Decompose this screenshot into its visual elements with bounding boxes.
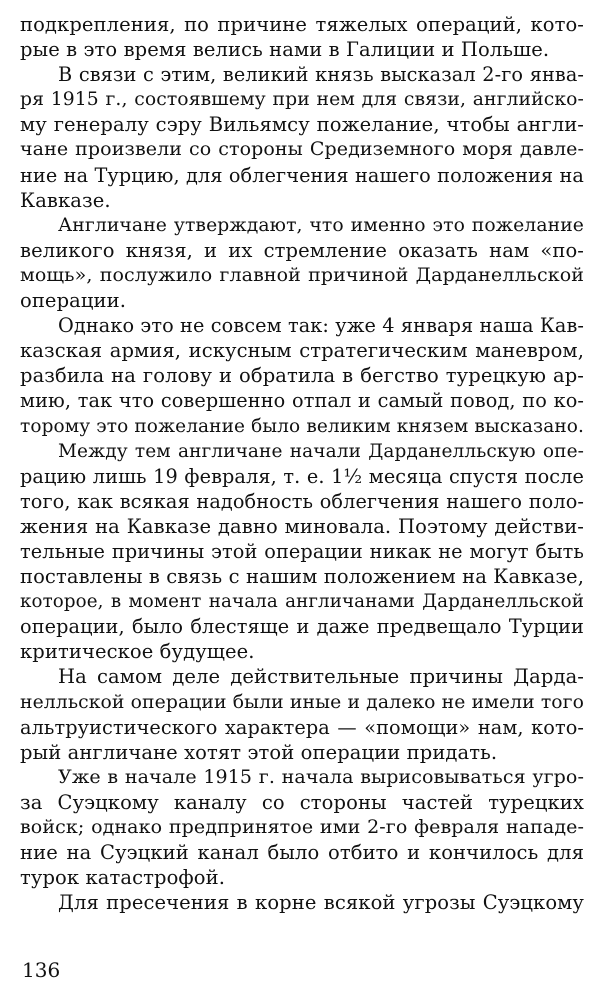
text-line: В связи с этим, великий князь высказал 2-го янва- [58, 63, 584, 87]
text-line: великого князя, и их стремление оказать нам «по- [20, 238, 584, 262]
text-line: рый англичане хотят этой операции придать. [20, 740, 498, 764]
text-line: Англичане утверждают, что именно это пожелание [58, 214, 584, 236]
text-line: тельные причины этой операции никак не могут быть [20, 539, 584, 563]
text-line: ря 1915 г., состоявшему при нем для связи, английско- [20, 89, 584, 111]
text-line: Для пресечения в корне всякой угрозы Суэцкому [58, 891, 584, 915]
text-line: операции, было блестяще и даже предвещало Турции [20, 615, 584, 639]
text-line: того, как всякая надобность облегчения нашего поло- [20, 489, 584, 513]
text-line: которое, в момент начала англичанами Дарданелльской [20, 591, 584, 613]
text-line: На самом деле действительные причины Дарда- [58, 665, 584, 689]
text-line: рые в это время велись нами в Галиции и Польше. [20, 38, 550, 62]
text-line: Однако это не совсем так: уже 4 января наша Кав- [58, 314, 584, 338]
text-line: разбила на голову и обратила в бегство турецкую ар- [20, 364, 584, 388]
text-line: поставлены в связь с нашим положением на Кавказе, [20, 565, 584, 589]
page-number: 136 [22, 958, 61, 982]
text-line: войск; однако предпринятое ими 2-го февраля нападе- [20, 816, 584, 838]
text-line: Кавказе. [20, 188, 111, 212]
text-line: му генералу сэру Вильямсу пожелание, чтобы англи- [20, 113, 584, 137]
text-line: мощь», послужило главной причиной Дарданелльской [20, 263, 584, 286]
text-line: Уже в начале 1915 г. начала вырисовываться угро- [58, 765, 584, 788]
text-line: чане произвели со стороны Средиземного моря давле- [20, 138, 584, 161]
page-text-body [20, 12, 584, 915]
text-line: торому это пожелание было великим князем высказано. [20, 415, 584, 437]
text-line: критическое будущее. [20, 640, 255, 664]
text-line: Между тем англичане начали Дарданелльскую опе- [58, 440, 584, 462]
text-line: ние на Турцию, для облегчения нашего положения на [20, 163, 584, 187]
text-line: подкрепления, по причине тяжелых операций, кото- [20, 13, 584, 36]
text-line: казская армия, искусным стратегическим маневром, [20, 339, 584, 363]
text-line: рацию лишь 19 февраля, т. е. 1½ месяца спустя после [20, 464, 584, 488]
text-line: мию, так что совершенно отпал и самый повод, по ко- [20, 389, 584, 413]
text-line: жения на Кавказе давно миновала. Поэтому действи- [20, 514, 584, 538]
text-line: операции. [20, 289, 127, 313]
text-line: ние на Суэцкий канал было отбито и кончилось для [20, 841, 584, 865]
text-line: нелльской операции были иные и далеко не имели того [20, 691, 584, 713]
text-line: альтруистического характера — «помощи» нам, кото- [20, 715, 584, 739]
text-line: турок катастрофой. [20, 866, 226, 890]
text-line: за Суэцкому каналу со стороны частей турецких [20, 790, 584, 814]
